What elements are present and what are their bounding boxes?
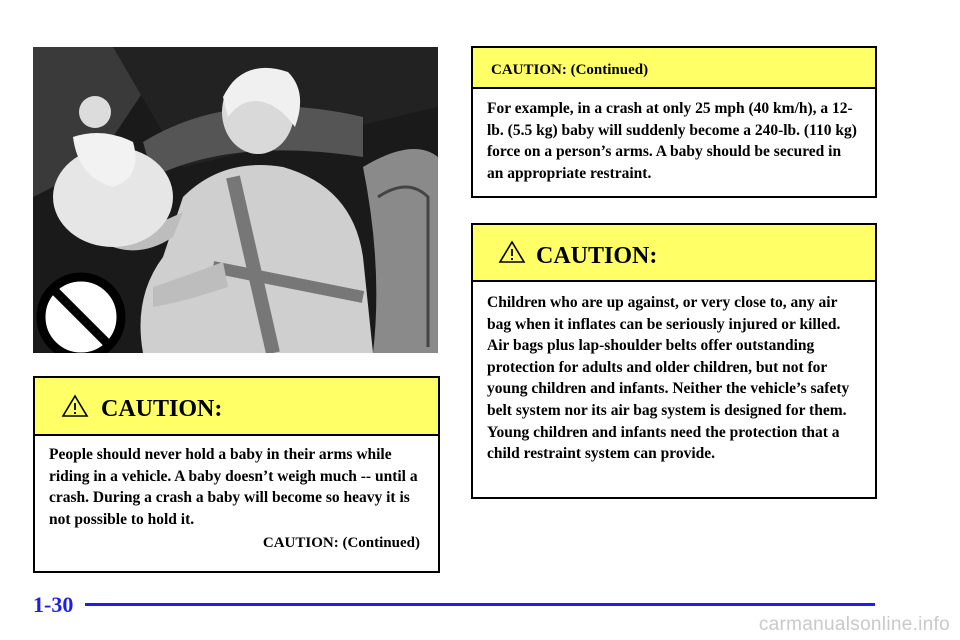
page-number: 1-30: [33, 592, 74, 617]
caution-body: [473, 282, 875, 465]
caution-title: CAUTION:: [101, 396, 223, 422]
caution-title: CAUTION:: [536, 243, 658, 269]
illustration-holding-baby: [33, 47, 438, 353]
warning-triangle-icon: [498, 240, 526, 264]
prohibition-icon: [41, 277, 121, 353]
caution-continued-paragraph: For example, in a crash at only 25 mph (40 km/h), a 12-lb. (5.5 kg) baby will suddenly become a 240-lb. (110 kg) force on a person’s arms. A baby should be secured in an appropriate restraint.: [487, 100, 857, 182]
caution-continued-note: CAUTION: (Continued): [262, 535, 420, 552]
caution-continued-box: [471, 46, 877, 198]
footer-rule: [85, 603, 875, 606]
caution-box-children-airbag: [471, 223, 877, 499]
caution-paragraph: People should never hold a baby in their arms while riding in a vehicle. A baby doesn’t weigh much -- until a crash. During a crash a baby will become so heavy it is not possible to hold it.: [49, 446, 418, 528]
caution-paragraph: Children who are up against, or very close to, any air bag when it inflates can be seriously injured or killed. Air bags plus lap-shoulder belts offer outstanding protection for adults and older children, but not for young children and infants. Neither the vehicle’s safety belt system nor its air bag system is designed for them. Young children and infants need the protection that a child restraint system can provide.: [487, 294, 850, 463]
warning-triangle-icon: [61, 394, 89, 418]
caution-header: [35, 378, 438, 436]
watermark: carmanualsonline.info: [758, 614, 950, 635]
caution-body: [35, 436, 438, 555]
caution-header: [473, 225, 875, 282]
caution-continued-body: [473, 89, 875, 184]
caution-box-holding-baby: [33, 376, 440, 573]
caution-continued-heading: CAUTION: (Continued): [491, 62, 649, 78]
caution-continued-header: [473, 48, 875, 89]
